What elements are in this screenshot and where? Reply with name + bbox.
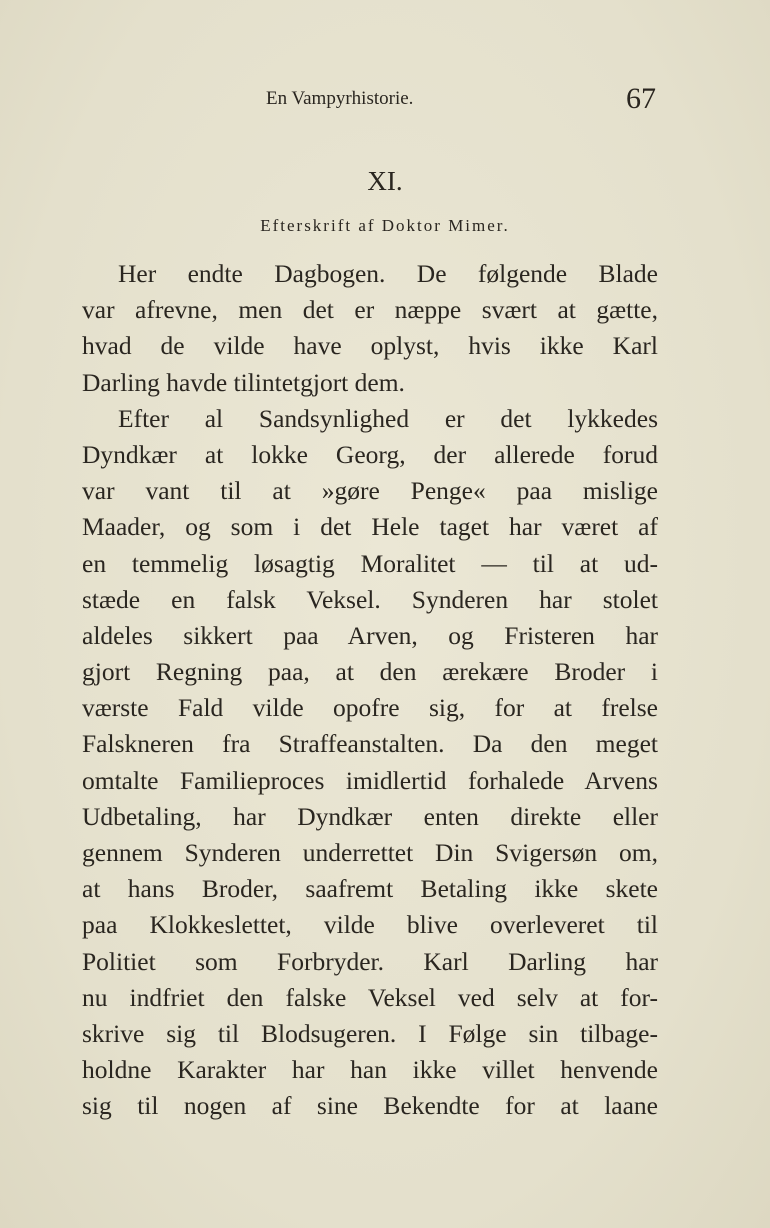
text-line: en temmelig løsagtig Moralitet — til at ud- <box>82 548 658 578</box>
text-line: var afrevne, men det er næppe svært at gætte, <box>82 295 658 325</box>
running-head-title: En Vampyrhistorie. <box>266 88 414 109</box>
text-line: aldeles sikkert paa Arven, og Fristeren har <box>82 620 658 650</box>
text-line: stæde en falsk Veksel. Synderen har stolet <box>82 584 658 614</box>
text-line: gennem Synderen underrettet Din Svigersøn om, <box>82 838 658 867</box>
text-line: paa Klokkeslettet, vilde blive overleveret til <box>82 910 658 940</box>
text-line: holdne Karakter har han ikke villet henvende <box>82 1055 658 1085</box>
text-line: Maader, og som i det Hele taget har været af <box>82 512 658 542</box>
text-line: nu indfriet den falske Veksel ved selv at for- <box>82 982 658 1012</box>
text-line: Darling havde tilintetgjort dem. <box>82 367 405 397</box>
running-head <box>0 82 770 118</box>
chapter-subtitle: Efterskrift af Doktor Mimer. <box>260 216 510 235</box>
body-text <box>82 256 658 1125</box>
text-line: sig til nogen af sine Bekendte for at laane <box>82 1091 658 1121</box>
text-line: skrive sig til Blodsugeren. I Følge sin tilbage- <box>82 1018 658 1048</box>
text-line: Efter al Sandsynlighed er det lykkedes <box>118 403 658 433</box>
text-line: Falskneren fra Straffeanstalten. Da den meget <box>82 729 658 759</box>
text-line: Politiet som Forbryder. Karl Darling har <box>82 946 658 976</box>
text-line: Her endte Dagbogen. De følgende Blade <box>118 259 658 288</box>
text-line: Udbetaling, har Dyndkær enten direkte eller <box>82 801 658 831</box>
text-line: omtalte Familieproces imidlertid forhalede Arvens <box>82 765 658 795</box>
text-line: at hans Broder, saafremt Betaling ikke skete <box>82 874 658 904</box>
text-line: hvad de vilde have oplyst, hvis ikke Karl <box>82 331 658 361</box>
page-number: 67 <box>626 82 656 115</box>
text-line: gjort Regning paa, at den ærekære Broder i <box>82 657 658 687</box>
text-line: Dyndkær at lokke Georg, der allerede forud <box>82 439 658 469</box>
text-line: værste Fald vilde opofre sig, for at frelse <box>82 693 658 723</box>
text-line: var vant til at »gøre Penge« paa mislige <box>82 476 658 506</box>
chapter-number: XI. <box>367 166 403 196</box>
